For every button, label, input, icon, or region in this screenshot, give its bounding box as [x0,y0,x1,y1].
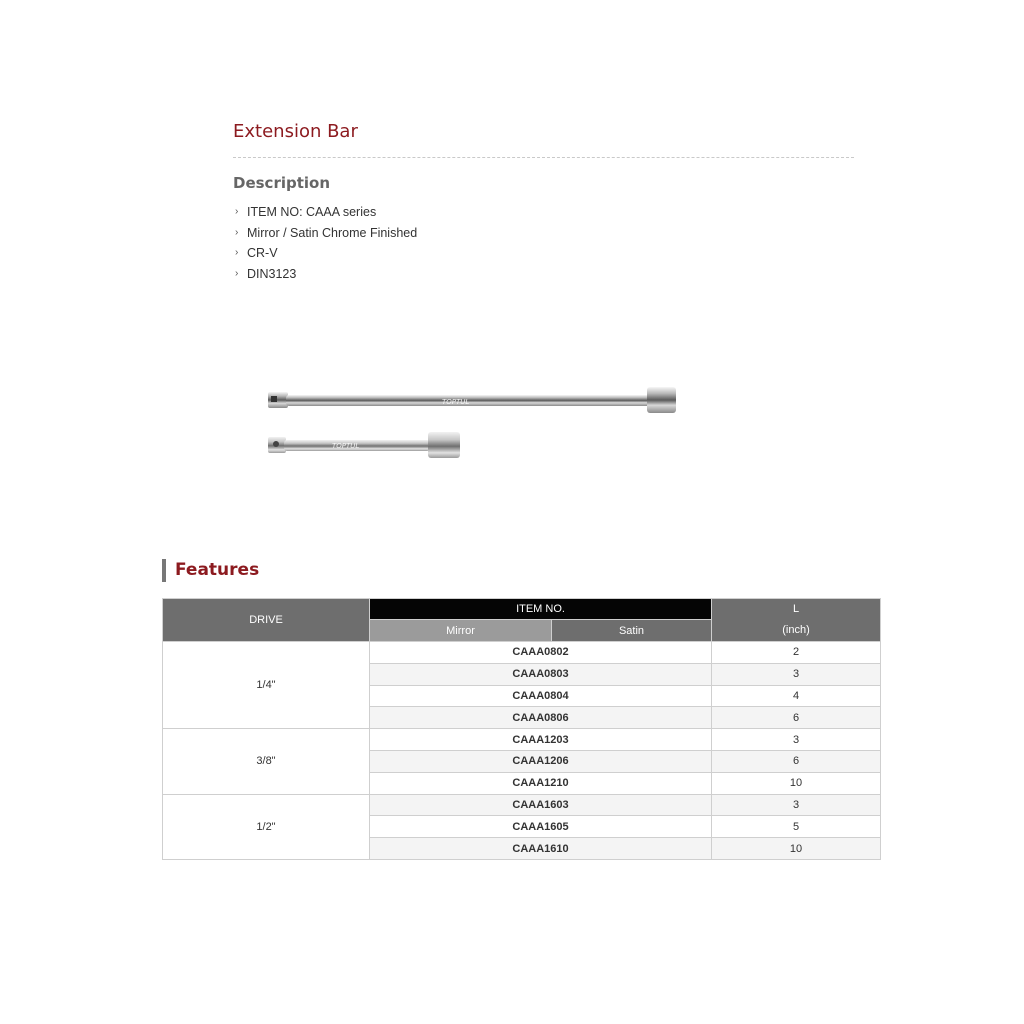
length-cell: 4 [712,685,881,707]
spec-table-body [163,642,881,860]
length-cell: 5 [712,816,881,838]
extension-bar-image [262,380,682,470]
length-cell: 3 [712,794,881,816]
item-cell: CAAA1206 [370,750,712,772]
header-satin: Satin [552,620,712,642]
description-item: › Mirror / Satin Chrome Finished [235,225,418,240]
description-item: › ITEM NO: CAAA series [235,205,377,219]
header-item-no: ITEM NO. [370,599,712,620]
table-row [163,794,881,816]
length-cell: 3 [712,663,881,685]
description-heading: Description [233,174,331,192]
item-cell: CAAA0803 [370,663,712,685]
item-cell: CAAA0802 [370,642,712,664]
header-length-label: L [792,603,800,615]
length-cell: 2 [712,642,881,664]
length-cell: 6 [712,707,881,729]
item-cell: CAAA0804 [370,685,712,707]
table-row [163,642,881,664]
item-cell: CAAA1210 [370,772,712,794]
item-cell: CAAA0806 [370,707,712,729]
features-marker [162,559,166,582]
features-heading: Features [175,560,260,580]
header-length-unit: (inch) [782,624,810,636]
brand-engraving: TOPTUL [332,442,360,450]
drive-cell: 3/8" [163,729,370,794]
header-drive: DRIVE [163,599,370,642]
long-extension-bar [268,387,676,413]
drive-cell: 1/4" [163,642,370,729]
description-item: › CR-V [235,246,278,260]
length-cell: 10 [712,838,881,860]
chevron-right-icon: › [235,226,239,238]
title-divider [233,157,854,158]
length-cell: 3 [712,729,881,751]
page-title: Extension Bar [233,121,358,142]
length-cell: 10 [712,772,881,794]
header-mirror: Mirror [370,620,552,642]
description-item: › DIN3123 [235,266,297,281]
item-cell: CAAA1603 [370,794,712,816]
chevron-right-icon: › [235,247,239,258]
length-cell: 6 [712,750,881,772]
description-list [235,204,417,286]
spec-table [162,598,881,860]
header-length [712,599,881,642]
chevron-right-icon: › [235,267,239,279]
table-row [163,729,881,751]
brand-engraving: TOPTUL [442,398,470,406]
short-extension-bar [268,432,460,458]
item-cell: CAAA1203 [370,729,712,751]
item-cell: CAAA1610 [370,838,712,860]
drive-cell: 1/2" [163,794,370,859]
item-cell: CAAA1605 [370,816,712,838]
chevron-right-icon: › [235,206,239,217]
